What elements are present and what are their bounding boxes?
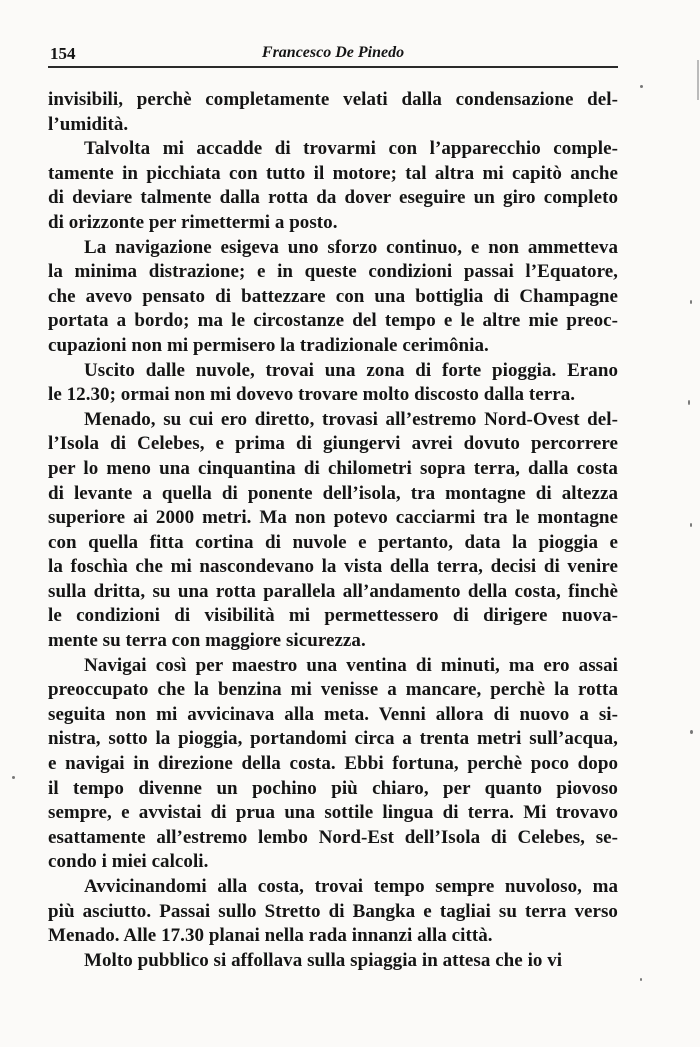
speck bbox=[640, 85, 643, 88]
paragraph bbox=[48, 949, 618, 974]
text-line: Navigai così per maestro una ventina di minuti, ma ero assai bbox=[84, 654, 618, 676]
text-line: le condizioni di visibilità mi permettessero di dirigere nuova- bbox=[48, 605, 618, 627]
text-line: la foschìa che mi nascondevano la vista della terra, decisi di venire bbox=[48, 556, 618, 578]
text-line: cupazioni non mi permisero la tradizionale cerimônia. bbox=[48, 334, 489, 356]
text-line: Molto pubblico si affollava sulla spiaggia in attesa che io vi bbox=[84, 949, 563, 971]
text-line: Menado. Alle 17.30 planai nella rada innanzi alla città. bbox=[48, 925, 493, 947]
text-line: le 12.30; ormai non mi dovevo trovare molto discosto dalla terra. bbox=[48, 384, 576, 406]
speck bbox=[12, 776, 15, 779]
paragraph bbox=[48, 359, 618, 408]
text-line: mente su terra con maggiore sicurezza. bbox=[48, 630, 366, 652]
text-line: di orizzonte per rimettermi a posto. bbox=[48, 211, 338, 233]
text-line: seguita non mi avvicinava alla meta. Venni allora di nuovo a si- bbox=[48, 703, 618, 725]
text-line: preoccupato che la benzina mi venisse a mancare, perchè la rotta bbox=[48, 679, 618, 701]
text-line: condo i miei calcoli. bbox=[48, 851, 209, 873]
body-text bbox=[48, 88, 618, 973]
text-line: sempre, e avvistai di prua una sottile lingua di terra. Mi trovavo bbox=[48, 802, 618, 824]
text-line: sulla dritta, su una rotta parallela all’andamento della costa, finchè bbox=[48, 580, 618, 602]
page-number: 154 bbox=[50, 44, 76, 63]
running-title: Francesco De Pinedo bbox=[261, 44, 405, 61]
text-line: di deviare talmente dalla rotta da dover eseguire un giro completo bbox=[48, 187, 618, 209]
text-line: per lo meno una cinquantina di chilometri sopra terra, dalla costa bbox=[48, 457, 618, 479]
speck bbox=[688, 400, 690, 405]
speck bbox=[640, 978, 642, 981]
text-line: e navigai in direzione della costa. Ebbi fortuna, perchè poco dopo bbox=[48, 753, 618, 775]
text-line: invisibili, perchè completamente velati dalla condensazione del- bbox=[48, 89, 618, 110]
running-head bbox=[48, 40, 618, 68]
text-line: con quella fitta cortina di nuvole e pertanto, data la pioggia e bbox=[48, 531, 618, 553]
text-line: più asciutto. Passai sullo Stretto di Bangka e tagliai su terra verso bbox=[48, 900, 618, 922]
speck bbox=[690, 730, 693, 734]
text-line: nistra, sotto la pioggia, portandomi circa a trenta metri sull’acqua, bbox=[48, 728, 618, 750]
text-line: che avevo pensato di battezzare con una bottiglia di Champagne bbox=[48, 285, 618, 307]
scan-edge bbox=[697, 60, 699, 100]
text-line: l’umidità. bbox=[48, 113, 129, 135]
paragraph bbox=[48, 408, 618, 654]
speck bbox=[690, 300, 692, 304]
text-line: La navigazione esigeva uno sforzo continuo, e non ammetteva bbox=[84, 236, 618, 258]
text-line: superiore ai 2000 metri. Ma non potevo cacciarmi tra le montagne bbox=[48, 507, 618, 529]
text-line: l’Isola di Celebes, e prima di giungervi avrei dovuto percorrere bbox=[48, 433, 618, 455]
text-line: di levante a quella di ponente dell’isola, tra montagne di altezza bbox=[48, 482, 618, 504]
text-line: Uscito dalle nuvole, trovai una zona di forte pioggia. Erano bbox=[84, 359, 618, 381]
text-line: tamente in picchiata con tutto il motore; tal altra mi capitò anche bbox=[48, 162, 618, 184]
text-line: la minima distrazione; e in queste condizioni passai l’Equatore, bbox=[48, 261, 618, 283]
speck bbox=[690, 523, 692, 527]
paragraph bbox=[48, 236, 618, 359]
text-line: esattamente all’estremo lembo Nord-Est dell’Isola di Celebes, se- bbox=[48, 826, 618, 848]
text-line: il tempo divenne un pochino più chiaro, per quanto piovoso bbox=[48, 777, 618, 799]
book-page bbox=[48, 40, 618, 973]
paragraph bbox=[48, 137, 618, 235]
text-line: Talvolta mi accadde di trovarmi con l’apparecchio comple- bbox=[84, 138, 618, 160]
text-line: Menado, su cui ero diretto, trovasi all’estremo Nord-Ovest del- bbox=[84, 408, 618, 430]
paragraph bbox=[48, 875, 618, 949]
text-line: portata a bordo; ma le circostanze del tempo e le altre mie preoc- bbox=[48, 310, 618, 332]
text-line: Avvicinandomi alla costa, trovai tempo sempre nuvoloso, ma bbox=[84, 876, 618, 897]
paragraph bbox=[48, 654, 618, 875]
paragraph bbox=[48, 88, 618, 137]
